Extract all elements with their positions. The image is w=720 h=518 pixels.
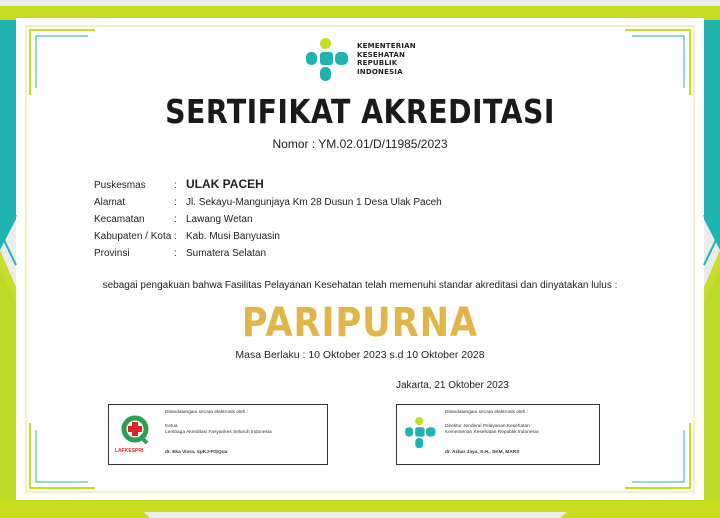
signer-name-left: dr. Eka Viora, SpKJ-FISQua [165, 450, 228, 455]
accreditation-statement: sebagai pengakuan bahwa Fasilitas Pelayanan Kesehatan telah memenuhi standar akreditasi dan dinyatakan lulus : [102, 280, 618, 291]
accreditation-result: PARIPURNA [241, 300, 479, 346]
signer-role-right-1: Direktur Jenderal Pelayanan Kesehatan [445, 424, 530, 429]
detail-label: Provinsi [94, 248, 130, 259]
lafkespri-logo-icon [117, 413, 157, 453]
detail-row-alamat [94, 197, 442, 208]
detail-label: Alamat [94, 197, 126, 208]
detail-label: Kabupaten / Kota [94, 231, 172, 242]
certificate-number: Nomor : YM.02.01/D/11985/2023 [272, 137, 448, 151]
detail-value: Sumatera Selatan [186, 248, 267, 259]
kemenkes-small-logo-icon [403, 415, 439, 451]
signature-box-right [396, 404, 600, 465]
detail-colon: : [174, 180, 177, 191]
ministry-name-line1: KEMENTERIAN [357, 42, 416, 50]
validity-period: Masa Berlaku : 10 Oktober 2023 s.d 10 Oktober 2028 [235, 349, 485, 361]
signer-role-left-2: Lembaga Akreditasi Fasyankes Seluruh Indonesia [165, 430, 272, 435]
detail-colon: : [174, 197, 177, 208]
signed-note-left: Ditandatangani secara elektronik oleh : [165, 410, 248, 415]
detail-row-puskesmas [94, 177, 264, 191]
detail-value: Jl. Sekayu-Mangunjaya Km 28 Dusun 1 Desa Ulak Paceh [186, 197, 442, 208]
detail-colon: : [174, 214, 177, 225]
detail-label: Puskesmas [94, 180, 146, 191]
detail-value: ULAK PACEH [186, 177, 264, 191]
ministry-name-line3: REPUBLIK [357, 59, 398, 67]
certificate-title: SERTIFIKAT AKREDITASI [165, 92, 555, 131]
detail-colon: : [174, 231, 177, 242]
signer-role-right-2: Kementerian Kesehatan Republik Indonesia [445, 430, 539, 435]
ministry-name-line4: INDONESIA [357, 67, 403, 76]
signed-note-right: Ditandatangani secara elektronik oleh : [445, 410, 528, 415]
signer-role-left-1: Ketua [165, 424, 178, 429]
detail-colon: : [174, 248, 177, 259]
ministry-name [357, 42, 416, 76]
signature-box-left [108, 404, 328, 465]
place-date: Jakarta, 21 Oktober 2023 [396, 380, 509, 391]
detail-label: Kecamatan [94, 214, 145, 225]
kemenkes-logo-icon [303, 36, 353, 84]
detail-value: Kab. Musi Banyuasin [186, 231, 280, 242]
signer-name-right: dr. Azhar Jaya, S.H., SKM, MARS [445, 450, 520, 455]
lafkespri-label: LAFKESPRI [115, 448, 144, 454]
ministry-name-line2: KESEHATAN [357, 50, 406, 59]
detail-row-kecamatan [94, 214, 253, 225]
detail-value: Lawang Wetan [186, 214, 253, 225]
detail-row-provinsi [94, 248, 266, 259]
detail-row-kabupaten [94, 231, 280, 242]
